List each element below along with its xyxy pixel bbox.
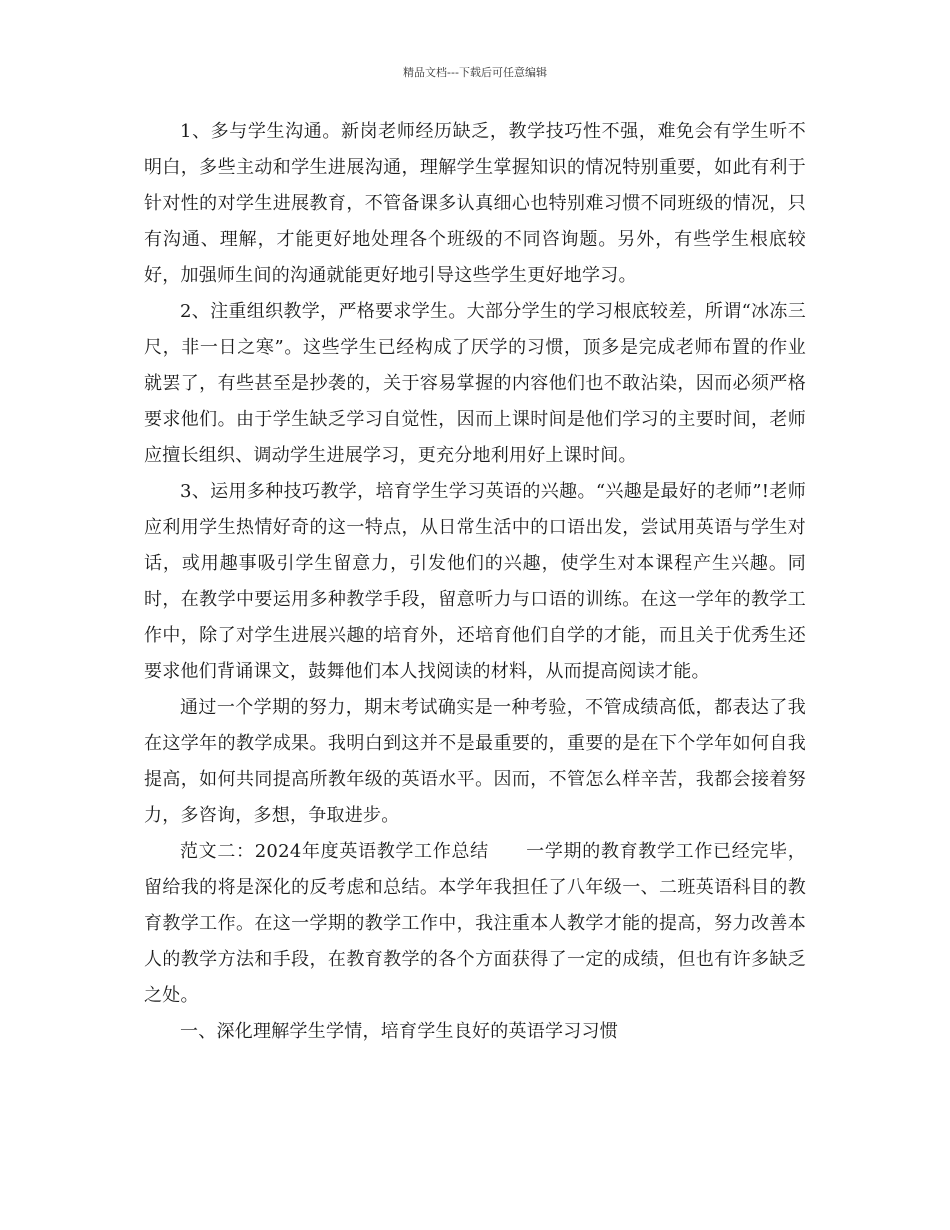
document-body [144, 114, 806, 1050]
paragraph-sample-two: 范文二：2024年度英语教学工作总结 一学期的教育教学工作已经完毕，留给我的将是深化的反考虑和总结。本学年我担任了八年级一、二班英语科目的教育教学工作。在这一学期的教学工作中，我注重本人教学才能的提高，努力改善本人的教学方法和手段，在教育教学的各个方面获得了一定的成绩，但也有许多缺乏之处。 [144, 841, 806, 1006]
paragraph-organize-teaching: 2、注重组织教学，严格要求学生。大部分学生的学习根底较差，所谓“冰冻三尺，非一日之寒”。这些学生已经构成了厌学的习惯，顶多是完成老师布置的作业就罢了，有些甚至是抄袭的，关于容易掌握的内容他们也不敢沾染，因而必须严格要求他们。由于学生缺乏学习自觉性，因而上课时间是他们学习的主要时间，老师应擅长组织、调动学生进展学习，更充分地利用好上课时间。 [144, 301, 806, 466]
page-header: 精品文档---下载后可任意编辑 [403, 66, 547, 79]
paragraph-semester-effort: 通过一个学期的努力，期末考试确实是一种考验，不管成绩高低，都表达了我在这学年的教学成果。我明白到这并不是最重要的，重要的是在下个学年如何自我提高，如何共同提高所教年级的英语水平。因而，不管怎么样辛苦，我都会接着努力，多咨询，多想，争取进步。 [144, 697, 806, 826]
paragraph-interest: 3、运用多种技巧教学，培育学生学习英语的兴趣。“兴趣是最好的老师”!老师应利用学生热情好奇的这一特点，从日常生活中的口语出发，尝试用英语与学生对话，或用趣事吸引学生留意力，引发他们的兴趣，使学生对本课程产生兴趣。同时，在教学中要运用多种教学手段，留意听力与口语的训练。在这一学年的教学工作中，除了对学生进展兴趣的培育外，还培育他们自学的才能，而且关于优秀生还要求他们背诵课文，鼓舞他们本人找阅读的材料，从而提高阅读才能。 [144, 481, 806, 682]
section-heading-one: 一、深化理解学生学情，培育学生良好的英语学习习惯 [180, 1021, 618, 1042]
paragraph-communication: 1、多与学生沟通。新岗老师经历缺乏，教学技巧性不强，难免会有学生听不明白，多些主动和学生进展沟通，理解学生掌握知识的情况特别重要，如此有利于针对性的对学生进展教育，不管备课多认真细心也特别难习惯不同班级的情况，只有沟通、理解，才能更好地处理各个班级的不同咨询题。另外，有些学生根底较好，加强师生间的沟通就能更好地引导这些学生更好地学习。 [144, 121, 806, 286]
